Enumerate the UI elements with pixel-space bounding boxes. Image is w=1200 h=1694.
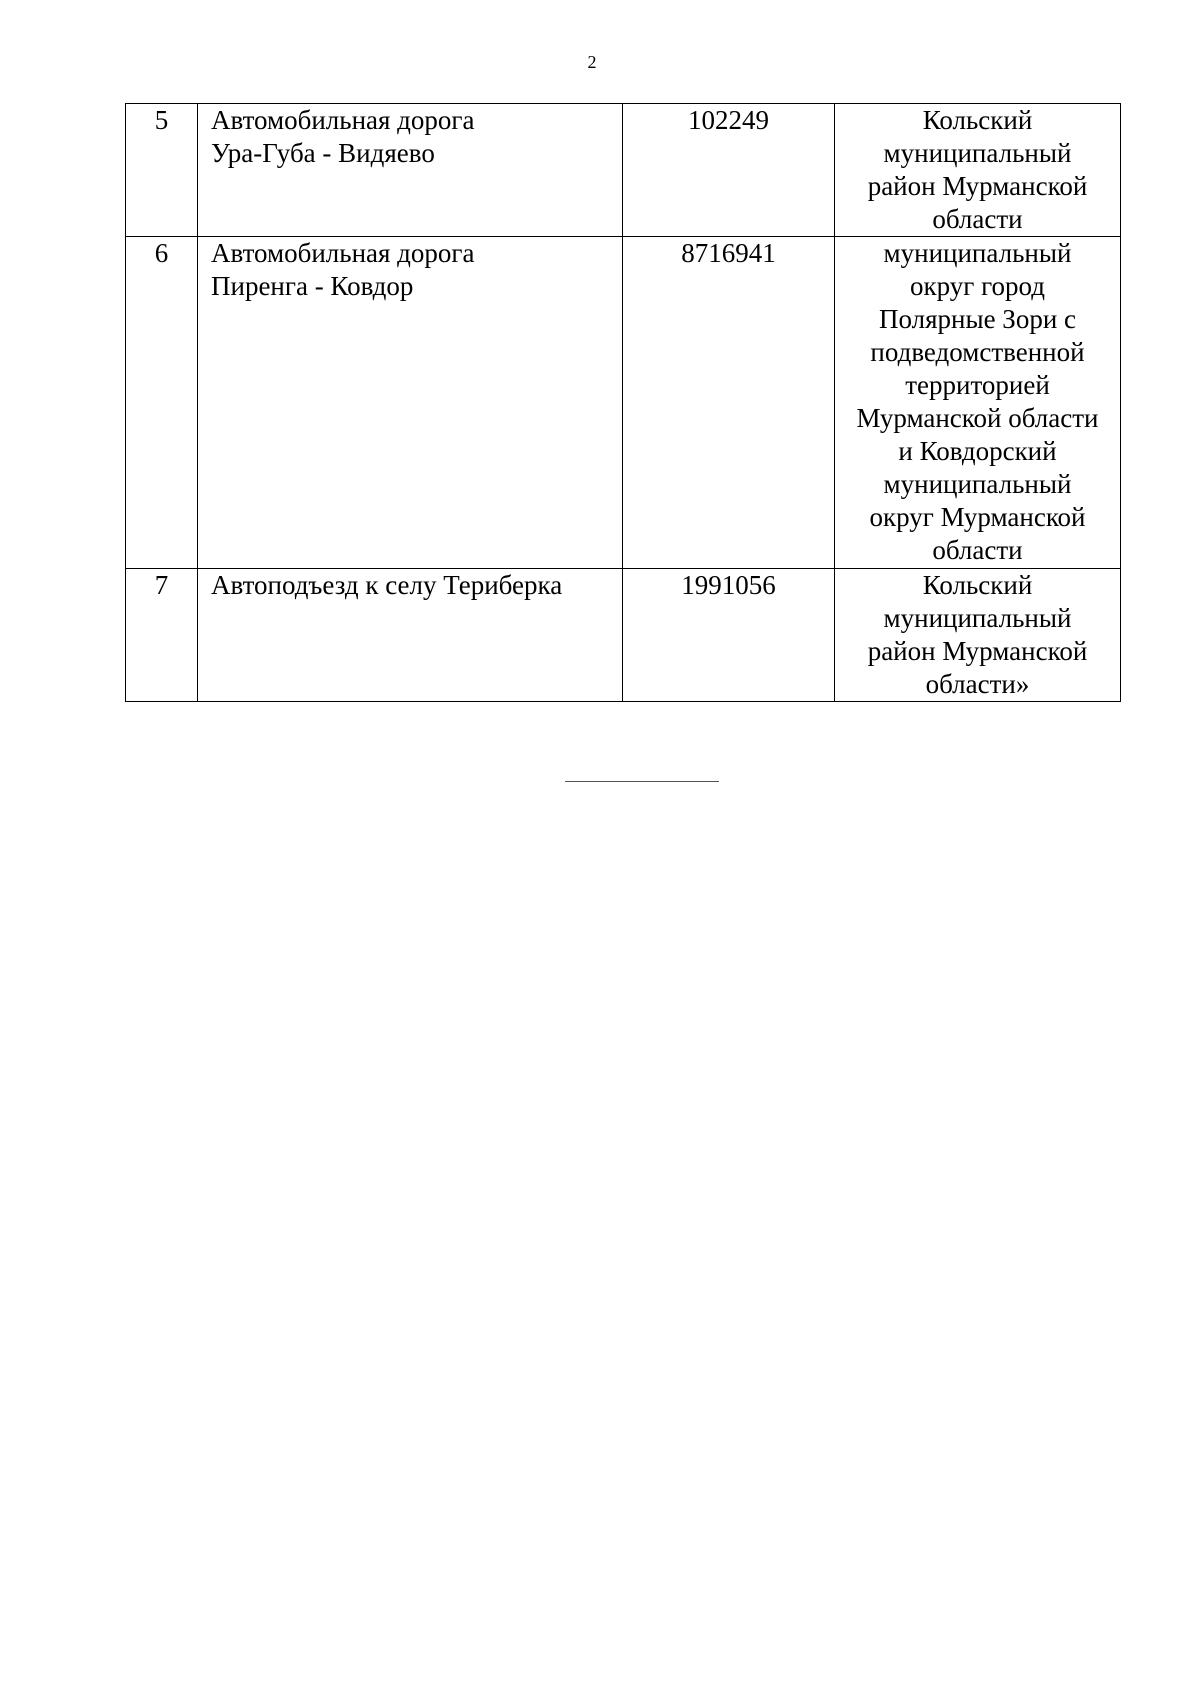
road-name-cell: [198, 104, 623, 237]
road-name-cell: [198, 569, 623, 702]
row-number: 6: [154, 238, 169, 268]
municipality-cell: [835, 104, 1121, 237]
end-divider: [565, 781, 719, 782]
municipality: Кольский муниципальный район Мурманской области»: [867, 570, 1088, 699]
row-number-cell: [126, 569, 198, 702]
road-name: Автомобильная дорога Ура-Губа - Видяево: [211, 105, 475, 168]
road-code: 1991056: [681, 570, 776, 600]
road-code-cell: [623, 237, 835, 569]
table-row: [126, 569, 1121, 702]
row-number: 5: [154, 105, 169, 135]
road-name: Автоподъезд к селу Териберка: [211, 570, 563, 600]
row-number-cell: [126, 237, 198, 569]
road-code: 8716941: [681, 238, 776, 268]
road-code-cell: [623, 569, 835, 702]
municipality-cell: [835, 569, 1121, 702]
row-number-cell: [126, 104, 198, 237]
road-name: Автомобильная дорога Пиренга - Ковдор: [211, 238, 475, 301]
roads-table: [125, 103, 1121, 702]
row-number: 7: [154, 570, 169, 600]
road-name-cell: [198, 237, 623, 569]
page-number: 2: [587, 52, 597, 72]
table-row: [126, 237, 1121, 569]
municipality: Кольский муниципальный район Мурманской области: [867, 105, 1088, 234]
municipality: муниципальный округ город Полярные Зори с подведомственной территорией Мурманской области и Ковдорский муниципальный округ Мурманской области: [856, 238, 1099, 565]
road-code: 102249: [688, 105, 769, 135]
road-code-cell: [623, 104, 835, 237]
table-row: [126, 104, 1121, 237]
municipality-cell: [835, 237, 1121, 569]
